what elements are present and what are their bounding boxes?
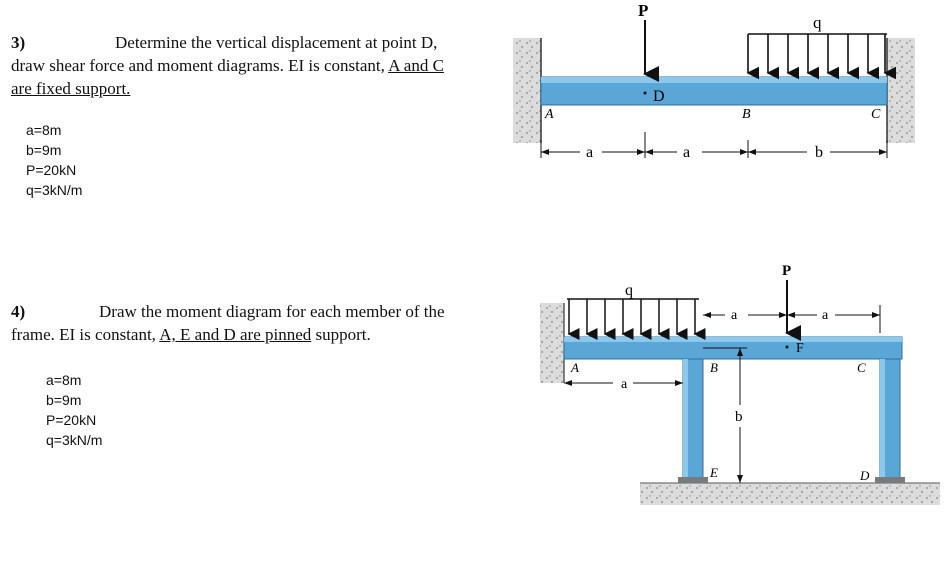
point-D-label: D — [860, 468, 870, 483]
problem4-frame-figure — [535, 255, 945, 515]
problem3-line1: Determine the vertical displacement at point D, — [115, 33, 438, 52]
load-P-label: P — [638, 1, 649, 20]
problem3-number: 3) — [11, 33, 26, 52]
problem3-beam-figure — [505, 0, 945, 175]
param-a: a=8m — [46, 372, 82, 388]
point-A-label: A — [571, 360, 579, 375]
problem4-line2-end: support. — [311, 325, 371, 344]
point-C-label: C — [871, 107, 881, 122]
ground — [640, 483, 940, 505]
dim-a-left: a — [621, 377, 628, 392]
problem3-support-text-2: are fixed support. — [11, 79, 131, 98]
point-B-label: B — [742, 107, 751, 122]
distributed-load — [567, 299, 699, 334]
param-b: b=9m — [26, 142, 62, 158]
load-q-label: q — [813, 13, 822, 32]
point-D-label: D — [653, 88, 665, 105]
left-wall — [540, 303, 564, 383]
distributed-load — [748, 34, 887, 73]
dim-a-1: a — [586, 144, 594, 161]
problem3-params — [26, 120, 82, 200]
load-P-label: P — [782, 263, 792, 279]
param-P: P=20kN — [46, 412, 97, 428]
param-P: P=20kN — [26, 162, 77, 178]
problem4-line1: Draw the moment diagram for each member of the — [99, 302, 445, 321]
problem4-params — [46, 370, 102, 450]
dim-b-vertical: b — [735, 409, 743, 425]
dim-a-2: a — [683, 144, 691, 161]
dim-a-top-1: a — [731, 308, 738, 323]
param-a: a=8m — [26, 122, 62, 138]
point-C-label: C — [857, 360, 866, 375]
problem4-number: 4) — [11, 302, 26, 321]
param-q: q=3kN/m — [46, 432, 103, 448]
param-q: q=3kN/m — [26, 182, 83, 198]
problem4-statement — [11, 300, 525, 346]
problem3-support-text: A and C — [388, 56, 444, 75]
problem3-statement — [11, 31, 487, 100]
point-E-label: E — [710, 465, 718, 480]
left-fixed-wall — [513, 38, 541, 143]
point-B-label: B — [710, 360, 718, 375]
dim-b: b — [815, 144, 823, 161]
problem3-line2: draw shear force and moment diagrams. EI is constant, — [11, 56, 389, 75]
param-b: b=9m — [46, 392, 82, 408]
problem4-support-text: A, E and D are pinned — [159, 325, 312, 344]
right-fixed-wall — [887, 38, 915, 143]
problem4-line2: frame. EI is constant, — [11, 325, 160, 344]
top-dimension-lines — [703, 305, 880, 333]
point-A-label: A — [545, 107, 554, 122]
point-F-label: F — [796, 341, 804, 356]
load-q-label: q — [625, 282, 633, 299]
dim-a-top-2: a — [822, 308, 829, 323]
